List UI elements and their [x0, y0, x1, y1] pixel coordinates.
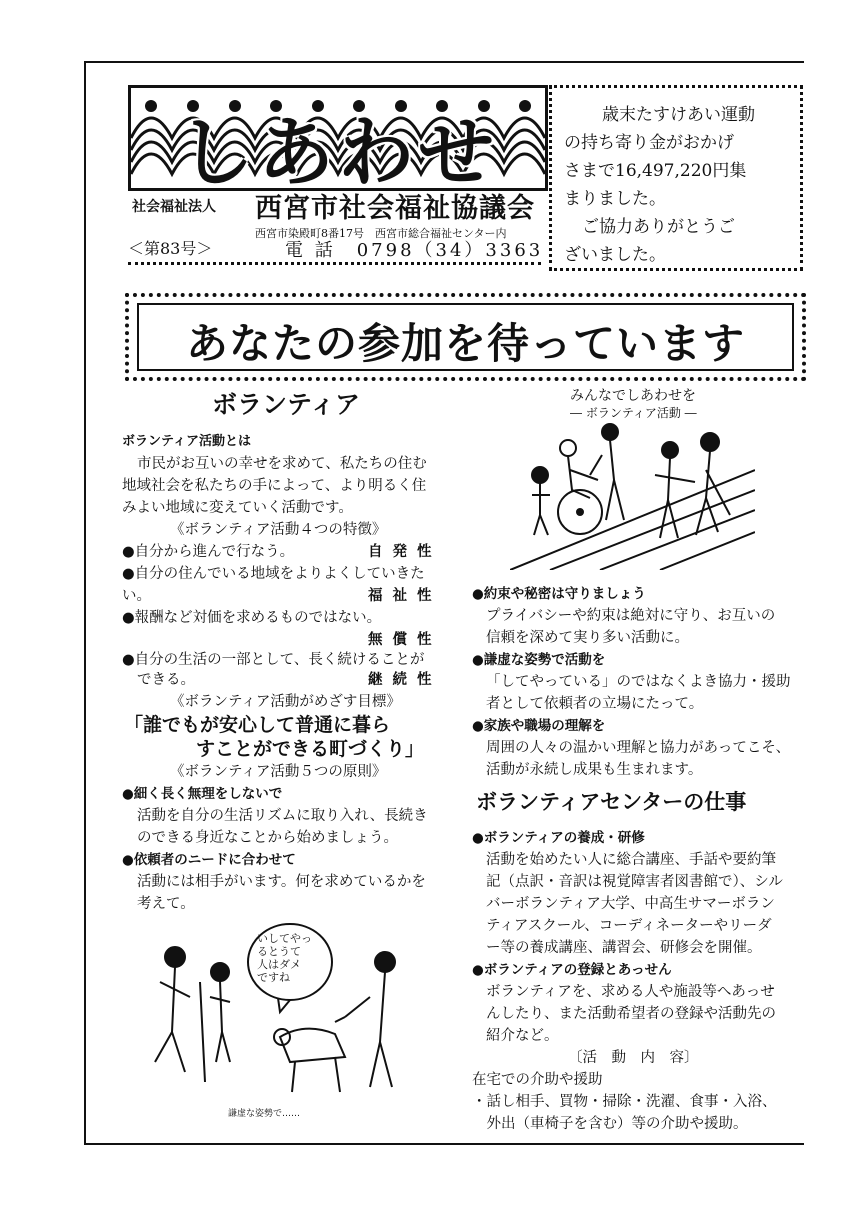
- principles-title: 《ボランティア活動５つの原則》: [170, 764, 387, 780]
- principle-body: のできる身近なことから始めましょう。: [137, 830, 398, 846]
- principle-body: 活動が永続し成果も生まれます。: [486, 762, 703, 778]
- activities-title: 〔活 動 内 容〕: [568, 1050, 699, 1066]
- feature-cont: できる。: [137, 672, 195, 688]
- org-telephone: 電 話 0798（34）3363: [285, 240, 544, 261]
- feature-text: ●自分から進んで行なう。: [122, 544, 295, 560]
- masthead-title: しあわせ: [178, 108, 498, 191]
- center-item-body: 記（点訳・音訳は視覚障害者図書館で）、シル: [486, 874, 783, 890]
- org-name: 西宮市社会福祉協議会: [255, 193, 535, 224]
- volunteer-heading: ボランティア: [212, 390, 361, 419]
- notice-box: [549, 85, 803, 271]
- activities-body: 外出（車椅子を含む）等の介助や援助。: [472, 1116, 748, 1132]
- principle-body: プライバシーや約束は絶対に守り、お互いの: [486, 608, 776, 624]
- speech-bubble-text: [257, 932, 317, 984]
- center-item-body: 紹介など。: [486, 1028, 559, 1044]
- feature-label: 無償性: [368, 631, 442, 648]
- goal-motto-line: 「誰でもが安心して普通に暮ら: [124, 714, 391, 736]
- principle-body: 信頼を深めて実り多い活動に。: [486, 630, 689, 646]
- principle-body: 活動を自分の生活リズムに取り入れ、長続き: [137, 808, 428, 824]
- speech-line: いしてやっ: [257, 932, 312, 945]
- feature-label: 自発性: [368, 543, 442, 560]
- what-body-line: みよい地域に変えていく活動です。: [122, 500, 353, 516]
- feature-text: ●自分の住んでいる地域をよりよくしていきた: [122, 566, 425, 582]
- center-item-body: ティアスクール、コーディネーターやリーダ: [486, 918, 772, 934]
- notice-line: まりました。: [564, 189, 666, 209]
- issue-number: ＜第83号＞: [128, 239, 213, 258]
- banner-headline: あなたの参加を待っています: [185, 319, 745, 368]
- principle-title: ●細く長く無理をしないで: [122, 786, 283, 802]
- notice-line: ざいました。: [564, 245, 666, 265]
- notice-line: の持ち寄り金がおかげ: [564, 133, 734, 153]
- notice-line: さまで16,497,220円集: [564, 161, 747, 181]
- principle-title: ●家族や職場の理解を: [472, 718, 606, 734]
- center-item-title: ●ボランティアの養成・研修: [472, 830, 645, 846]
- feature-text: ●報酬など対価を求めるものではない。: [122, 610, 382, 626]
- feature-text: ●自分の生活の一部として、長く続けることが: [122, 652, 425, 668]
- center-item-title: ●ボランティアの登録とあっせん: [472, 962, 672, 978]
- what-title: ボランティア活動とは: [122, 434, 251, 449]
- principle-title: ●謙虚な姿勢で活動を: [472, 652, 606, 668]
- activities-body: ・話し相手、買物・掃除・洗濯、食事・入浴、: [472, 1094, 777, 1110]
- speech-line: るとうて: [257, 945, 301, 958]
- goal-title: 《ボランティア活動がめざす目標》: [170, 694, 401, 710]
- what-body-line: 市民がお互いの幸せを求めて、私たちの住む: [137, 456, 427, 472]
- speech-line: ですね: [257, 971, 290, 984]
- illustration1-subcaption: ― ボランティア活動 ―: [570, 406, 697, 420]
- feature-label: 福祉性: [368, 587, 442, 604]
- volunteer-activity-illustration: [510, 420, 755, 570]
- center-item-body: バーボランティア大学、中高生サマーボラン: [486, 896, 775, 912]
- speech-line: 人はダメ: [257, 958, 301, 971]
- principle-body: 考えて。: [137, 896, 195, 912]
- masthead-logo: [128, 85, 548, 191]
- banner-inner-frame: [137, 303, 794, 371]
- principle-title: ●依頼者のニードに合わせて: [122, 852, 296, 868]
- headline-banner: [125, 293, 806, 381]
- principle-body: 活動には相手がいます。何を求めているかを: [137, 874, 426, 890]
- notice-line: 歳末たすけあい運動: [602, 105, 755, 125]
- illustration1-caption: みんなでしあわせを: [570, 388, 696, 404]
- features-title: 《ボランティア活動４つの特徴》: [170, 522, 387, 538]
- principle-title: ●約束や秘密は守りましょう: [472, 586, 646, 602]
- center-heading: ボランティアセンターの仕事: [476, 790, 747, 814]
- principle-body: 「してやっている」のではなくよき協力・援助: [486, 674, 791, 690]
- center-item-body: んしたり、また活動希望者の登録や活動先の: [486, 1006, 776, 1022]
- center-item-body: 活動を始めたい人に総合講座、手話や要約筆: [486, 852, 776, 868]
- principle-body: 者として依頼者の立場にたって。: [486, 696, 704, 712]
- org-address: 西宮市染殿町8番17号 西宮市総合福祉センター内: [255, 227, 507, 240]
- feature-label: 継続性: [368, 671, 442, 688]
- center-item-body: ー等の養成講座、講習会、研修会を開催。: [486, 940, 762, 956]
- activities-subtitle: 在宅での介助や援助: [472, 1072, 603, 1088]
- goal-motto-line: すことができる町づくり」: [196, 738, 425, 760]
- principle-body: 周囲の人々の温かい理解と協力があってこそ、: [486, 740, 791, 756]
- notice-line: ご協力ありがとうご: [582, 217, 735, 237]
- what-body-line: 地域社会を私たちの手によって、より明るく住: [122, 478, 427, 494]
- org-type: 社会福祉法人: [132, 199, 216, 215]
- masthead-divider: [128, 262, 541, 265]
- center-item-body: ボランティアを、求める人や施設等へあっせ: [486, 984, 775, 1000]
- feature-cont: い。: [122, 588, 151, 604]
- illustration2-caption: 謙虚な姿勢で……: [228, 1109, 301, 1119]
